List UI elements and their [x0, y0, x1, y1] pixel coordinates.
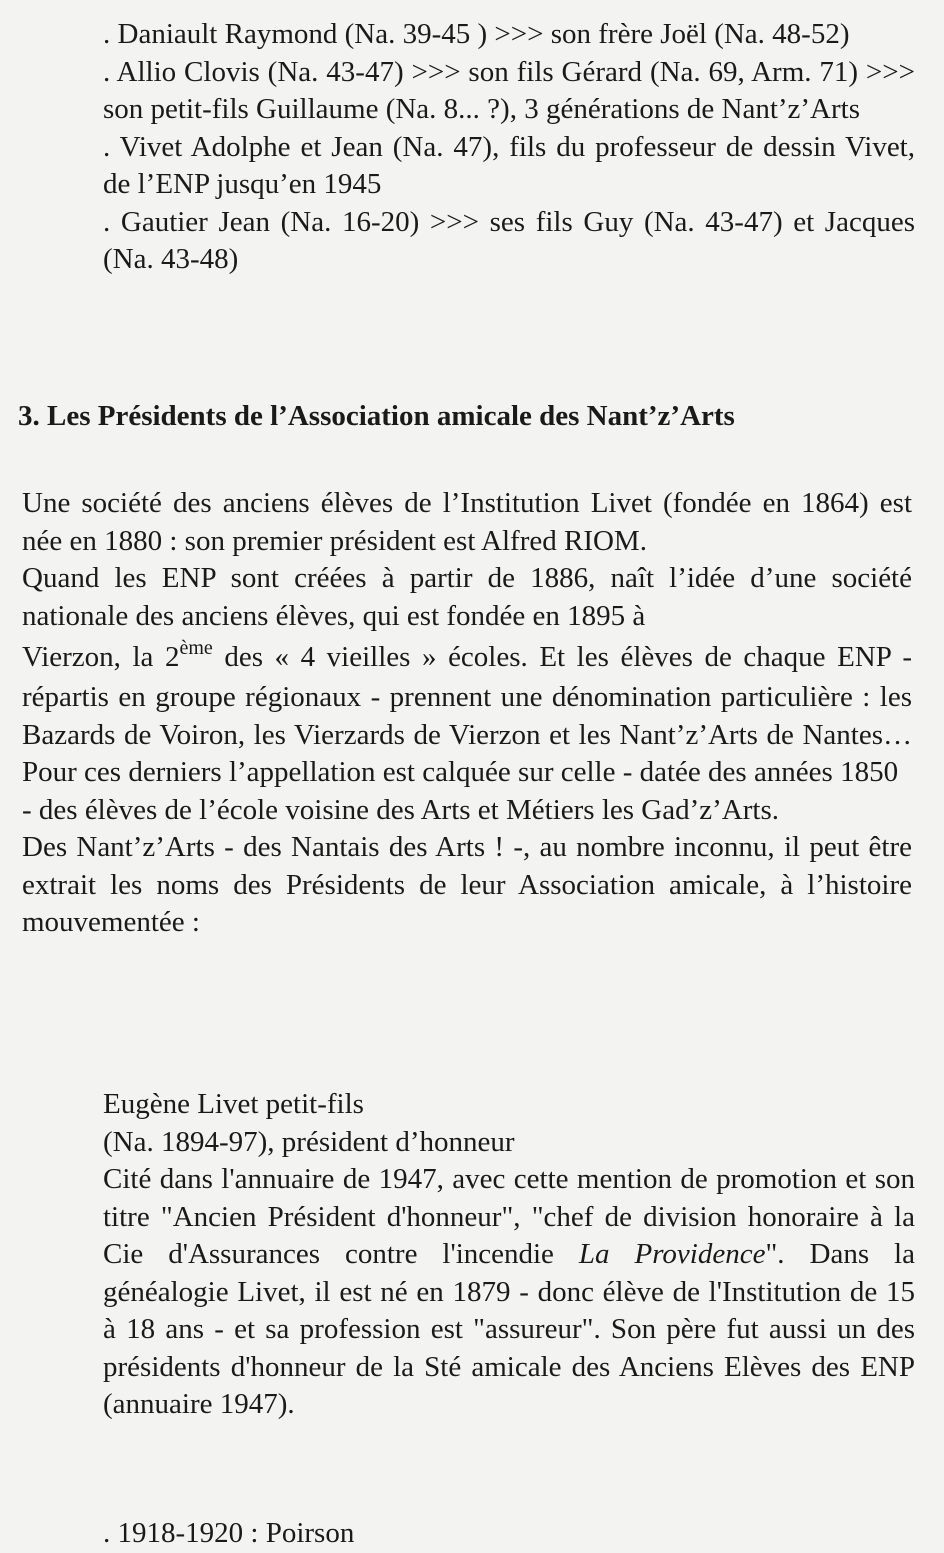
body-text-fragment: des « 4 vieilles » écoles. Et les élèves de chaque ENP - répartis en groupe régionaux - prennent une dénomination particulière : les Bazards de Voiron, les Vierzards de Vierzon et les Nant’z’Arts de Nantes… Pour ces derniers l’appellation est calquée sur celle - datée des années 1850: [22, 641, 912, 788]
list-item: . Vivet Adolphe et Jean (Na. 47), fils du professeur de dessin Vivet, de l’ENP jusqu’en 1945: [103, 130, 915, 200]
body-text-fragment: Vierzon, la 2: [22, 641, 180, 673]
list-item: . Daniault Raymond (Na. 39-45 ) >>> son frère Joël (Na. 48-52): [103, 18, 850, 50]
list-item: . Gautier Jean (Na. 16-20) >>> ses fils Guy (Na. 43-47) et Jacques (Na. 43-48): [103, 205, 915, 275]
section-heading: 3. Les Présidents de l’Association amicale des Nant’z’Arts: [18, 400, 735, 432]
body-paragraph: [22, 635, 912, 792]
president-entry-poirson: . 1918-1920 : Poirson: [103, 1517, 355, 1549]
president-role: (Na. 1894-97), président d’honneur: [103, 1125, 515, 1158]
section-body: [22, 485, 912, 942]
body-paragraph: - des élèves de l’école voisine des Arts et Métiers les Gad’z’Arts.: [22, 793, 779, 826]
body-paragraph: Des Nant’z’Arts - des Nantais des Arts ! -, au nombre inconnu, il peut être extrait les noms des Présidents de leur Association amicale, à l’histoire mouvementée :: [22, 831, 912, 938]
company-name: La Providence: [578, 1238, 766, 1270]
body-paragraph: Quand les ENP sont créées à partir de 1886, naît l’idée d’une société nationale des anciens élèves, qui est fondée en 1895 à: [22, 562, 912, 632]
president-description: [103, 1161, 915, 1424]
president-entry: [103, 1086, 915, 1424]
description-text: ". Dans la généalogie Livet, il est né en 1879 - donc élève de l'Institution de 15 à 18 ans - et sa profession est "assureur". Son père fut aussi un des présidents d'honneur de la Sté amicale des Anciens Elèves des ENP (annuaire 1947).: [103, 1238, 915, 1420]
list-item: . Allio Clovis (Na. 43-47) >>> son fils Gérard (Na. 69, Arm. 71) >>> son petit-fils Guillaume (Na. 8... ?), 3 générations de Nant’z’Arts: [103, 55, 915, 125]
president-name: Eugène Livet petit-fils: [103, 1088, 364, 1120]
superscript: ème: [179, 637, 213, 659]
description-text: Cité dans l'annuaire de 1947, avec cette mention de promotion et son titre "Ancien Président d'honneur", "chef de division honoraire à la Cie d'Assurances contre l'incendie: [103, 1163, 915, 1270]
body-paragraph: Une société des anciens élèves de l’Institution Livet (fondée en 1864) est née en 1880 : son premier président est Alfred RIOM.: [22, 487, 912, 557]
family-list: [103, 16, 915, 279]
